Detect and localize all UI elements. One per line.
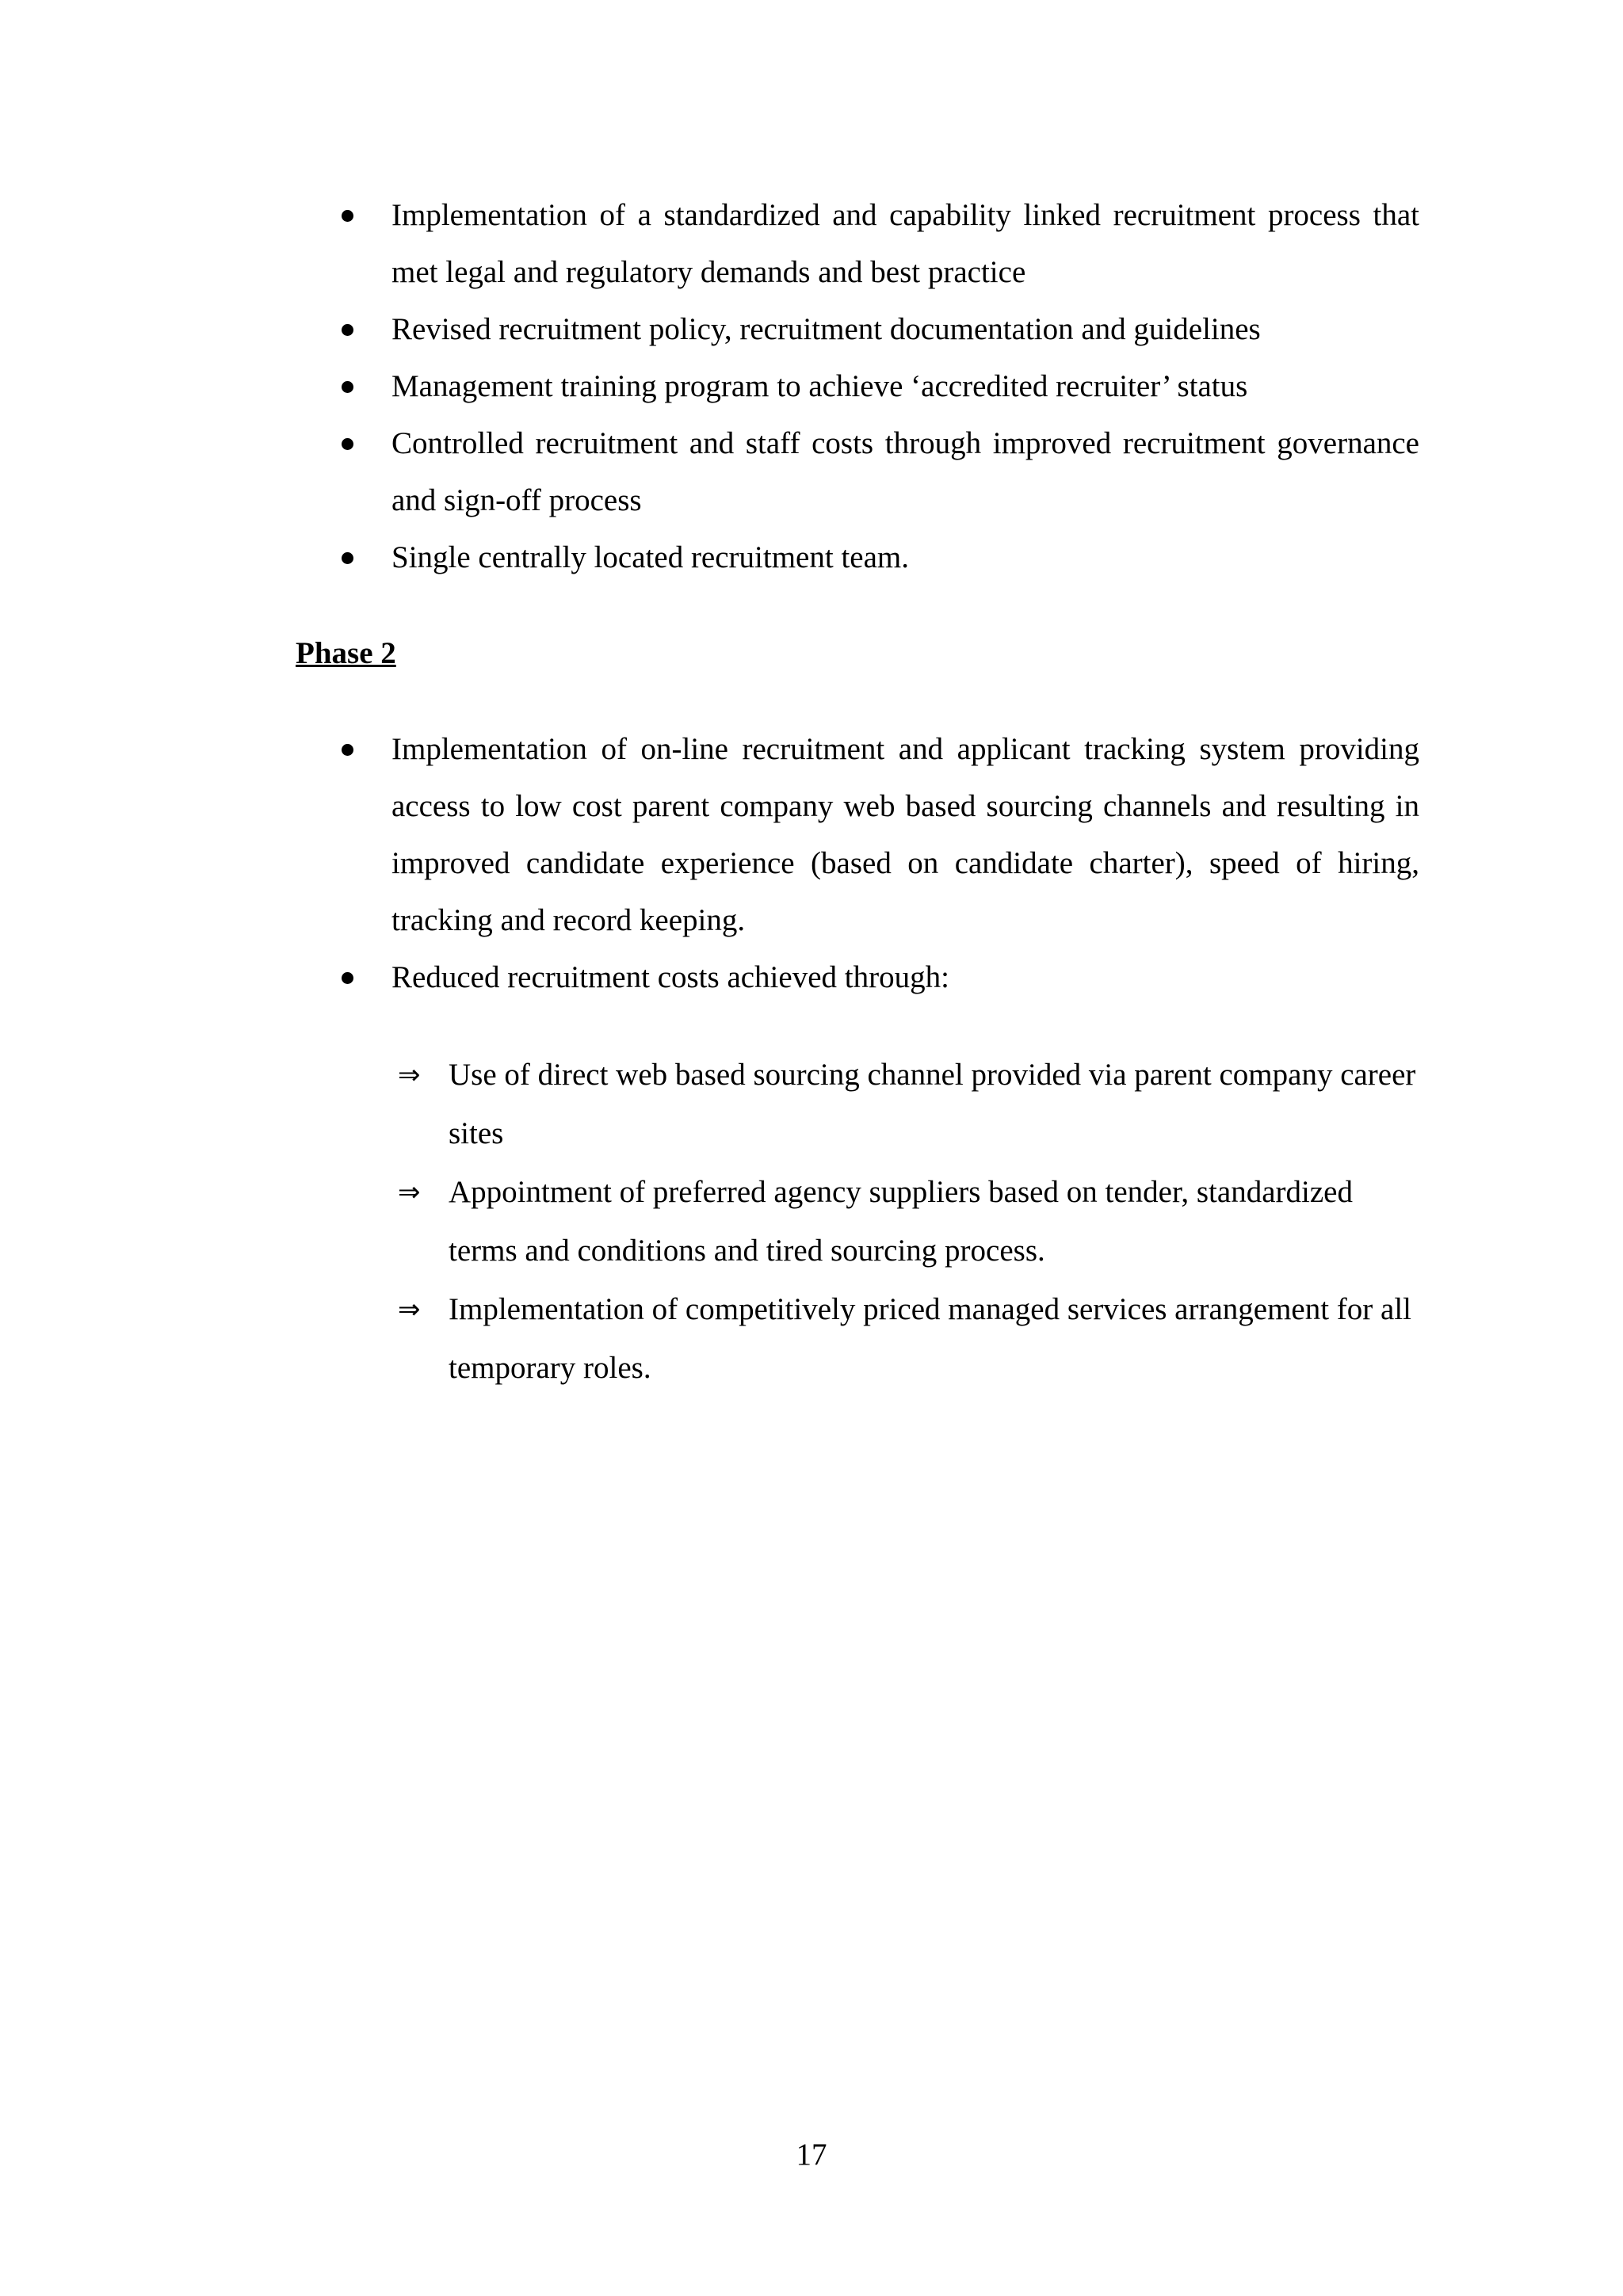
bullet-icon [342, 552, 353, 564]
bullet-icon [342, 744, 353, 756]
list-item-text: Single centrally located recruitment team. [391, 540, 909, 574]
list-item-text: Controlled recruitment and staff costs through improved recruitment governance and sign-off process [391, 426, 1419, 517]
list-item-text: Reduced recruitment costs achieved through: [391, 960, 949, 994]
list-item [0, 415, 1419, 529]
implies-arrow-icon: ⇒ [398, 1059, 421, 1091]
list-item [0, 949, 1419, 1006]
list-item-text: Revised recruitment policy, recruitment documentation and guidelines [391, 312, 1261, 346]
section-heading: Phase 2 [296, 636, 396, 670]
sub-list-item-text: Use of direct web based sourcing channel provided via parent company career sites [449, 1058, 1416, 1150]
bullet-icon [342, 381, 353, 393]
page-number: 17 [796, 2138, 827, 2172]
sub-list-item [0, 1046, 1423, 1163]
bullet-icon [342, 438, 353, 450]
bullet-icon [342, 324, 353, 336]
sub-list-item-text: Implementation of competitively priced managed services arrangement for all temporary roles. [449, 1292, 1412, 1385]
list-item-text: Implementation of on-line recruitment and applicant tracking system providing access to low cost parent company web based sourcing channels and resulting in improved candidate experience (based on candidate charter), speed of hiring, tracking and record keeping. [391, 732, 1419, 937]
bullet-icon [342, 972, 353, 984]
implies-arrow-icon: ⇒ [398, 1294, 421, 1325]
list-item [0, 301, 1419, 358]
implies-arrow-icon: ⇒ [398, 1177, 421, 1208]
sub-list-item [0, 1163, 1423, 1280]
list-item [0, 529, 1419, 586]
phase1-bullet-list [0, 187, 1419, 586]
list-item [0, 721, 1419, 949]
sub-list-item-text: Appointment of preferred agency suppliers based on tender, standardized terms and conditions and tired sourcing process. [449, 1175, 1353, 1268]
cost-reduction-sublist [0, 1046, 1423, 1398]
phase2-bullet-list [0, 721, 1419, 1006]
list-item [0, 187, 1419, 301]
list-item-text: Management training program to achieve ‘accredited recruiter’ status [391, 369, 1248, 403]
bullet-icon [342, 210, 353, 222]
sub-list-item [0, 1280, 1423, 1398]
list-item [0, 358, 1419, 415]
list-item-text: Implementation of a standardized and capability linked recruitment process that met legal and regulatory demands and best practice [391, 198, 1419, 289]
